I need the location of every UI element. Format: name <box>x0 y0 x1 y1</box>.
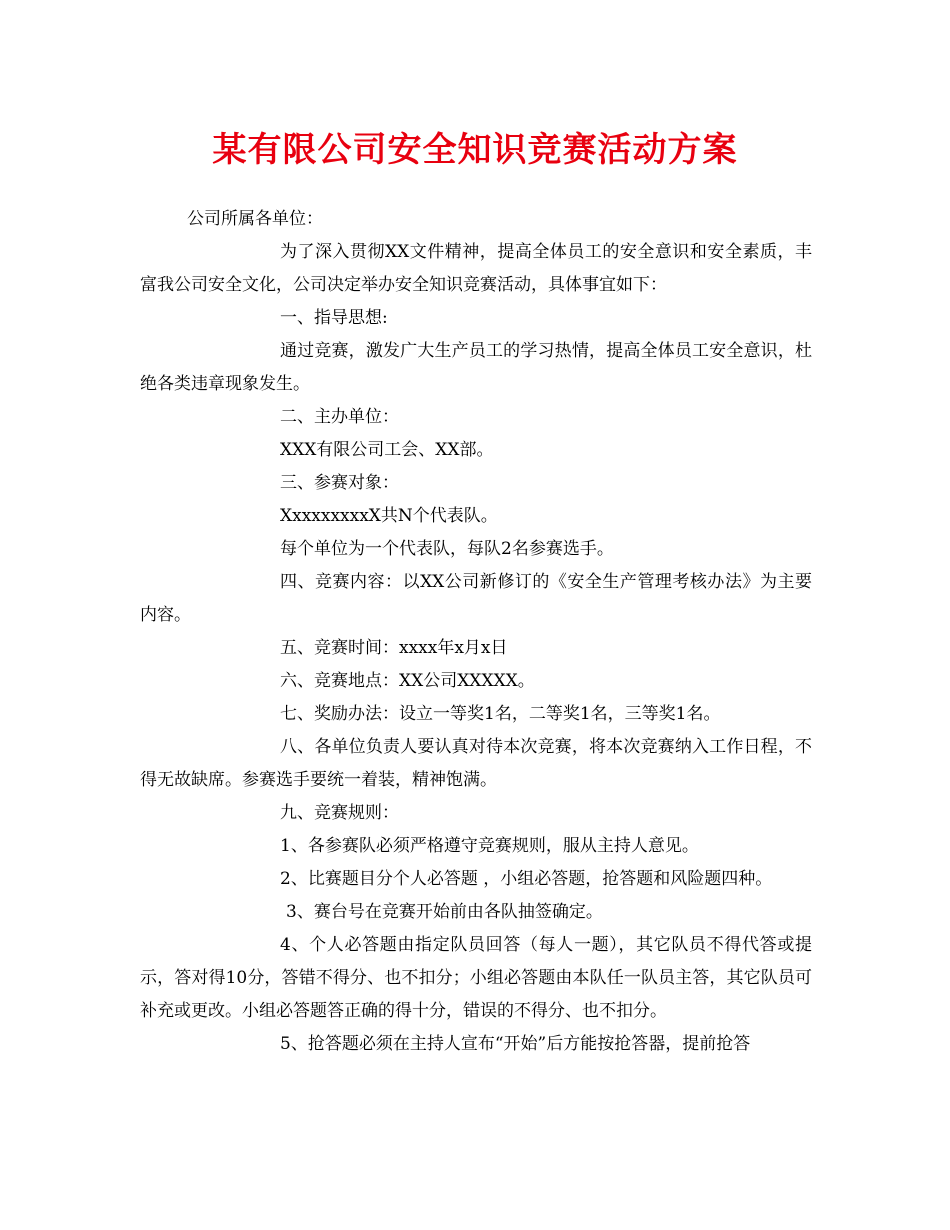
rule-5: 5、抢答题必须在主持人宣布“开始”后方能按抢答器，提前抢答 <box>280 1034 751 1054</box>
rule-3: 3、赛台号在竞赛开始前由各队抽签确定。 <box>286 902 603 922</box>
rule-2: 2、比赛题目分个人必答题 ，小组必答题，抢答题和风险题四种。 <box>280 869 773 889</box>
paragraph-intro: 为了深入贯彻XX文件精神，提高全体员工的安全意识和安全素质，丰富我公司安全文化，公司决定举办安全知识竞赛活动，具体事宜如下： <box>140 242 812 295</box>
section-heading-guiding-idea: 一、指导思想: <box>280 308 388 328</box>
paragraph-organizer: XXX有限公司工会、XX部。 <box>280 440 494 460</box>
section-location: 六、竞赛地点：XX公司XXXXX。 <box>280 671 535 691</box>
section-awards: 七、奖励办法：设立一等奖1名，二等奖1名，三等奖1名。 <box>280 704 721 724</box>
paragraph-team-size: 每个单位为一个代表队，每队2名参赛选手。 <box>280 539 614 559</box>
paragraph-participants: XxxxxxxxxX共N个代表队。 <box>280 506 498 526</box>
section-content: 四、竞赛内容：以XX公司新修订的《安全生产管理考核办法》为主要内容。 <box>140 572 812 625</box>
salutation: 公司所属各单位： <box>187 209 323 229</box>
section-heading-organizer: 二、主办单位： <box>280 407 399 427</box>
document-title: 某有限公司安全知识竞赛活动方案 <box>212 130 738 170</box>
section-time: 五、竞赛时间：xxxx年x月x日 <box>280 638 508 658</box>
document-body <box>140 203 812 1061</box>
rule-4: 4、个人必答题由指定队员回答（每人一题），其它队员不得代答或提示，答对得10分，答错不得分、也不扣分；小组必答题由本队任一队员主答，其它队员可补充或更改。小组必答题答正确的得十分，错误的不得分、也不扣分。 <box>140 935 812 1021</box>
section-heading-rules: 九、竞赛规则： <box>280 803 399 823</box>
paragraph-guiding-idea: 通过竞赛，激发广大生产员工的学习热情，提高全体员工安全意识，杜绝各类违章现象发生。 <box>140 341 812 394</box>
section-requirements: 八、各单位负责人要认真对待本次竞赛，将本次竞赛纳入工作日程，不得无故缺席。参赛选手要统一着装，精神饱满。 <box>140 737 812 790</box>
rule-1: 1、各参赛队必须严格遵守竞赛规则，服从主持人意见。 <box>280 836 699 856</box>
section-heading-participants: 三、参赛对象： <box>280 473 399 493</box>
